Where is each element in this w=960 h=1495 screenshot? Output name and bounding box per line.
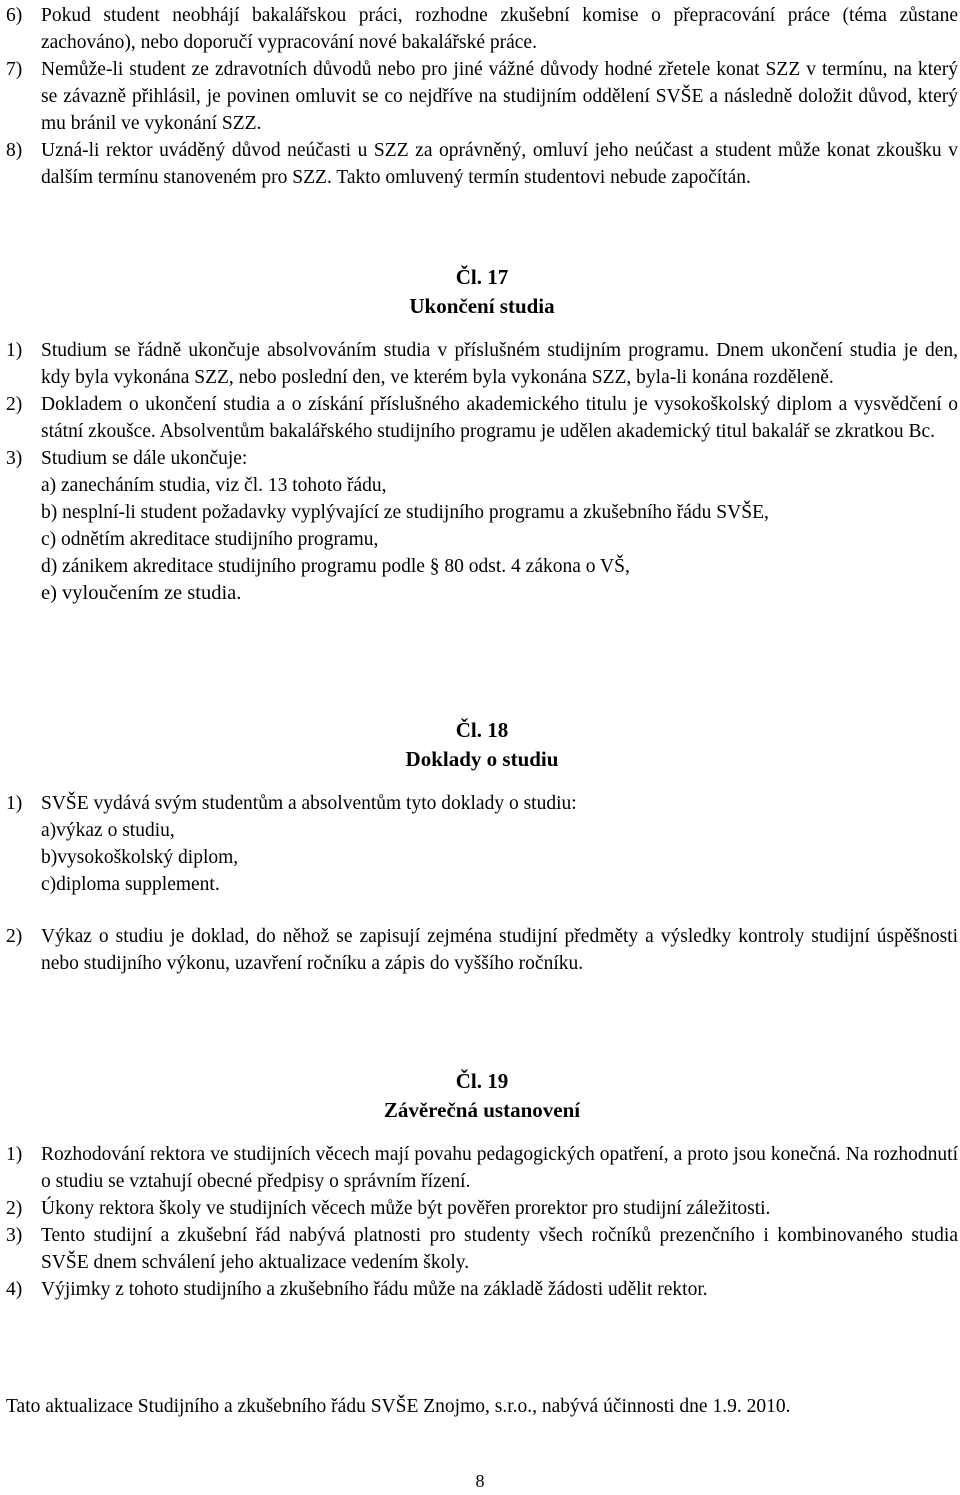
- sublist-text: vysokoškolský diplom,: [57, 847, 239, 868]
- sublist-item: [41, 817, 958, 844]
- item-text: Studium se řádně ukončuje absolvováním studia v příslušném studijním programu. Dnem ukončení studia je den, kdy byla vykonána SZZ, nebo poslední den, ve kterém byla vykonána SZZ, byla-li konána rozděleně.: [41, 340, 958, 388]
- article-17: [6, 263, 958, 607]
- page-number: 8: [475, 1471, 485, 1491]
- list-item: [6, 445, 958, 472]
- item-text: Tento studijní a zkušební řád nabývá platnosti pro studenty všech ročníků prezenčního i kombinovaného studia SVŠE dnem schválení jeho aktualizace vedením školy.: [41, 1225, 958, 1273]
- item-text: SVŠE vydává svým studentům a absolventům tyto doklady o studiu:: [41, 793, 577, 814]
- item-number: 2): [6, 394, 23, 415]
- item-number: 7): [6, 59, 23, 80]
- item-text: Dokladem o ukončení studia a o získání příslušného akademického titulu je vysokoškolský diplom a vysvědčení o státní zkoušce. Absolventům bakalářského studijního programu je udělen akademický titul bakalář se zkratkou Bc.: [41, 394, 958, 442]
- sublist-item: [41, 844, 958, 871]
- sublist: [6, 472, 958, 607]
- item-number: 3): [6, 1225, 23, 1246]
- list-item: [6, 337, 958, 391]
- sublist-letter: a): [41, 820, 57, 841]
- sublist-item: [41, 871, 958, 898]
- item-number: 6): [6, 5, 23, 26]
- item-number: 1): [6, 793, 23, 814]
- list-item: [6, 923, 958, 977]
- sublist-letter: b): [41, 847, 58, 868]
- article-title: Ukončení studia: [409, 294, 555, 318]
- item-text: Úkony rektora školy ve studijních věcech může být pověřen prorektor pro studijní záležitosti.: [41, 1198, 771, 1219]
- sublist: [6, 817, 958, 898]
- list-item: [6, 56, 958, 137]
- sublist-item: b) nesplní-li student požadavky vyplývající ze studijního programu a zkušebního řádu SVŠE,: [41, 502, 769, 523]
- list-item: [6, 2, 958, 56]
- list-item: [6, 1222, 958, 1276]
- effectivity-note: Tato aktualizace Studijního a zkušebního řádu SVŠE Znojmo, s.r.o., nabývá účinnosti dne 1.9. 2010.: [6, 1396, 791, 1417]
- item-number: 8): [6, 140, 23, 161]
- sublist-letter: c): [41, 874, 57, 895]
- item-text: Uzná-li rektor uváděný důvod neúčasti u SZZ za oprávněný, omluví jeho neúčast a student může konat zkoušku v dalším termínu stanoveném pro SZZ. Takto omluvený termín studentovi nebude započítán.: [41, 140, 958, 188]
- article-number: Čl. 18: [455, 718, 509, 742]
- item-text: Výkaz o studiu je doklad, do něhož se zapisují zejména studijní předměty a výsledky kontroly studijní úspěšnosti nebo studijního výkonu, uzavření ročníku a zápis do vyššího ročníku.: [41, 926, 958, 974]
- list-item: [6, 391, 958, 445]
- article-19: [6, 1067, 958, 1303]
- article-number: Čl. 19: [455, 1069, 509, 1093]
- item-text: Pokud student neobhájí bakalářskou práci, rozhodne zkušební komise o přepracování práce (téma zůstane zachováno), nebo doporučí vypracování nové bakalářské práce.: [41, 5, 958, 53]
- sublist-text: výkaz o studiu,: [56, 820, 175, 841]
- list-item: [6, 790, 958, 817]
- sublist-item: d) zánikem akreditace studijního programu podle § 80 odst. 4 zákona o VŠ,: [41, 556, 630, 577]
- item-text: Výjimky z tohoto studijního a zkušebního řádu může na základě žádosti udělit rektor.: [41, 1279, 708, 1300]
- item-number: 3): [6, 448, 23, 469]
- article-18: [6, 716, 958, 977]
- sublist-text: diploma supplement.: [56, 874, 220, 895]
- list-item: [6, 1195, 958, 1222]
- list-item: [6, 1276, 958, 1303]
- article-title: Závěrečná ustanovení: [383, 1098, 581, 1122]
- item-number: 2): [6, 1198, 23, 1219]
- sublist-item: a) zanecháním studia, viz čl. 13 tohoto řádu,: [41, 475, 387, 496]
- article-number: Čl. 17: [455, 265, 509, 289]
- top-items: [6, 2, 958, 191]
- item-text: Rozhodování rektora ve studijních věcech mají povahu pedagogických opatření, a proto jsou konečná. Na rozhodnutí o studiu se vztahují obecné předpisy o správním řízení.: [41, 1144, 958, 1192]
- item-number: 1): [6, 340, 23, 361]
- item-number: 2): [6, 926, 23, 947]
- sublist-item: c) odnětím akreditace studijního programu,: [41, 529, 379, 550]
- item-text: Studium se dále ukončuje:: [41, 448, 248, 469]
- list-item: [6, 1141, 958, 1195]
- article-title: Doklady o studiu: [405, 747, 559, 771]
- item-text: Nemůže-li student ze zdravotních důvodů nebo pro jiné vážné důvody hodné zřetele konat SZZ v termínu, na který se závazně přihlásil, je povinen omluvit se co nejdříve na studijním oddělení SVŠE a následně doložit důvod, který mu bránil ve vykonání SZZ.: [41, 59, 958, 134]
- sublist-item: e) vyloučením ze studia.: [41, 582, 242, 604]
- item-number: 4): [6, 1279, 23, 1300]
- list-item: [6, 137, 958, 191]
- item-number: 1): [6, 1144, 23, 1165]
